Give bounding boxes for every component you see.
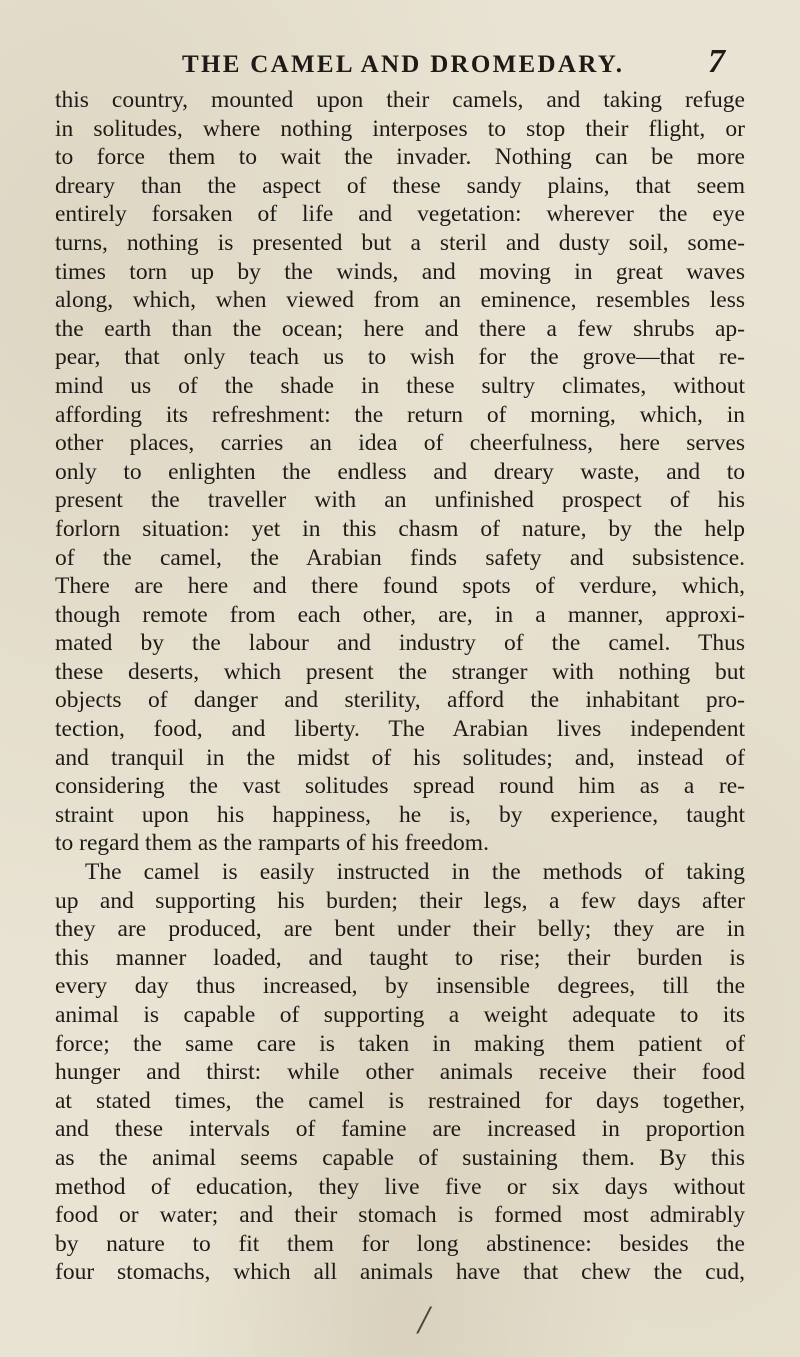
text-line: this country, mounted upon their camels, and taking refuge: [55, 87, 745, 113]
text-line: mated by the labour and industry of the camel. Thus: [55, 630, 745, 657]
text-line: food or water; and their stomach is formed most admirably: [55, 1202, 745, 1229]
text-line: up and supporting his burden; their legs, a few days after: [55, 887, 745, 914]
page-number: 7: [708, 43, 725, 80]
text-line: affording its refreshment: the return of morning, which, in: [55, 401, 745, 428]
text-line: and these intervals of famine are increased in proportion: [55, 1116, 745, 1143]
text-line: as the animal seems capable of sustaining them. By this: [55, 1144, 745, 1171]
text-line: forlorn situation: yet in this chasm of nature, by the help: [55, 515, 745, 542]
text-line: other places, carries an idea of cheerfulness, here serves: [55, 430, 745, 457]
text-line: these deserts, which present the stranger with nothing but: [55, 658, 745, 685]
text-line: entirely forsaken of life and vegetation: wherever the eye: [55, 201, 745, 228]
text-line: method of education, they live five or six days without: [55, 1173, 745, 1200]
text-line: straint upon his happiness, he is, by experience, taught: [55, 801, 745, 828]
text-line: mind us of the shade in these sultry climates, without: [55, 372, 745, 399]
text-line: by nature to fit them for long abstinence: besides the: [55, 1230, 745, 1257]
text-line: this manner loaded, and taught to rise; their burden is: [55, 944, 745, 971]
text-line: every day thus increased, by insensible degrees, till the: [55, 973, 745, 1000]
paragraph-first-line: The camel is easily instructed in the methods of taking: [85, 859, 745, 886]
body-text: [55, 86, 745, 1287]
text-line: animal is capable of supporting a weight adequate to its: [55, 1002, 745, 1028]
text-line: considering the vast solitudes spread round him as a re-: [55, 773, 745, 800]
running-title: THE CAMEL AND DROMEDARY.: [182, 51, 625, 78]
text-line: times torn up by the winds, and moving in great waves: [55, 258, 745, 285]
text-line: and tranquil in the midst of his solitudes; and, instead of: [55, 744, 745, 771]
text-line: turns, nothing is presented but a steril and dusty soil, some-: [55, 229, 745, 256]
text-line: in solitudes, where nothing interposes to stop their flight, or: [55, 115, 745, 142]
signature-mark: /: [418, 1297, 430, 1342]
text-line: present the traveller with an unfinished prospect of his: [55, 487, 745, 514]
text-line: along, which, when viewed from an eminence, resembles less: [55, 287, 745, 314]
text-line: of the camel, the Arabian finds safety and subsistence.: [55, 544, 745, 571]
text-line: There are here and there found spots of verdure, which,: [55, 573, 745, 600]
running-head: [0, 40, 800, 80]
text-line: objects of danger and sterility, afford the inhabitant pro-: [55, 687, 745, 714]
text-line: pear, that only teach us to wish for the grove—that re-: [55, 344, 745, 371]
text-line: they are produced, are bent under their belly; they are in: [55, 916, 745, 943]
text-line: force; the same care is taken in making them patient of: [55, 1030, 745, 1057]
text-line: hunger and thirst: while other animals receive their food: [55, 1059, 745, 1086]
text-line: though remote from each other, are, in a manner, approxi-: [55, 601, 745, 628]
text-line: four stomachs, which all animals have that chew the cud,: [55, 1259, 745, 1286]
text-line: tection, food, and liberty. The Arabian lives independent: [55, 716, 745, 743]
text-line: to regard them as the ramparts of his freedom.: [55, 830, 489, 857]
text-line: only to enlighten the endless and dreary waste, and to: [55, 458, 745, 485]
text-line: to force them to wait the invader. Nothing can be more: [55, 144, 745, 171]
text-line: at stated times, the camel is restrained for days together,: [55, 1087, 745, 1114]
text-line: dreary than the aspect of these sandy plains, that seem: [55, 172, 745, 199]
text-line: the earth than the ocean; here and there a few shrubs ap-: [55, 315, 745, 342]
